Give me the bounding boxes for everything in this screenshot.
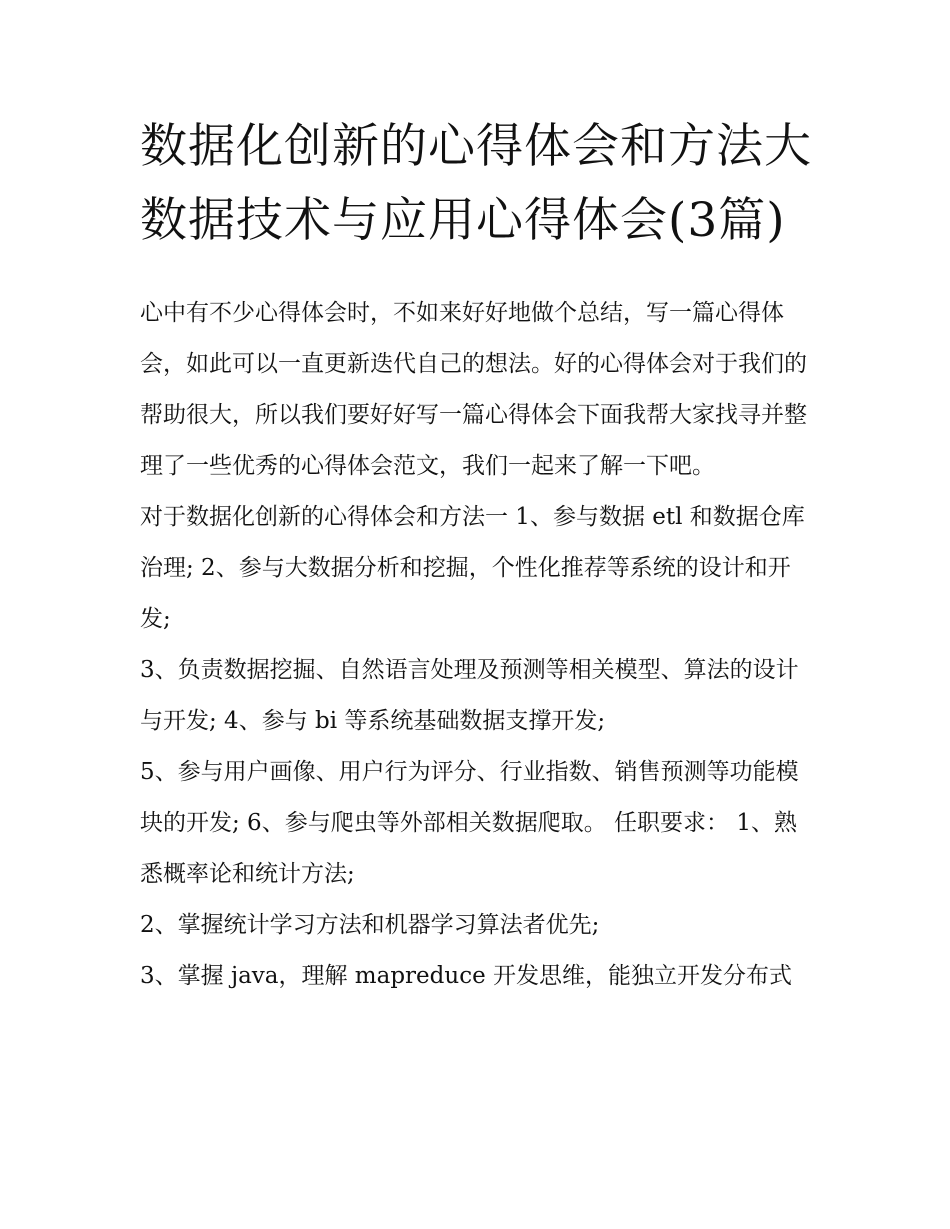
paragraph-intro: 心中有不少心得体会时，不如来好好地做个总结，写一篇心得体会，如此可以一直更新迭代自己的想法。好的心得体会对于我们的帮助很大，所以我们要好好写一篇心得体会下面我帮大家找寻并整理了一些优秀的心得体会范文，我们一起来了解一下吧。 xyxy=(140,300,807,479)
document-page xyxy=(140,110,815,1002)
paragraph-requirement-3: 3、掌握 java，理解 mapreduce 开发思维，能独立开发分布式 xyxy=(140,963,792,989)
paragraph-duties-1: 对于数据化创新的心得体会和方法一 1、参与数据 etl 和数据仓库治理; 2、参与大数据分析和挖掘，个性化推荐等系统的设计和开发; xyxy=(140,504,805,632)
paragraph-duties-3: 3、负责数据挖掘、自然语言处理及预测等相关模型、算法的设计与开发; 4、参与 bi 等系统基础数据支撑开发; xyxy=(140,657,799,734)
document-title: 数据化创新的心得体会和方法大数据技术与应用心得体会(3篇) xyxy=(140,119,812,248)
paragraph-requirement-2: 2、掌握统计学习方法和机器学习算法者优先; xyxy=(140,912,600,938)
document-body xyxy=(140,288,815,1002)
paragraph-duties-5: 5、参与用户画像、用户行为评分、行业指数、销售预测等功能模块的开发; 6、参与爬虫等外部相关数据爬取。 任职要求： 1、熟悉概率论和统计方法; xyxy=(140,759,799,887)
